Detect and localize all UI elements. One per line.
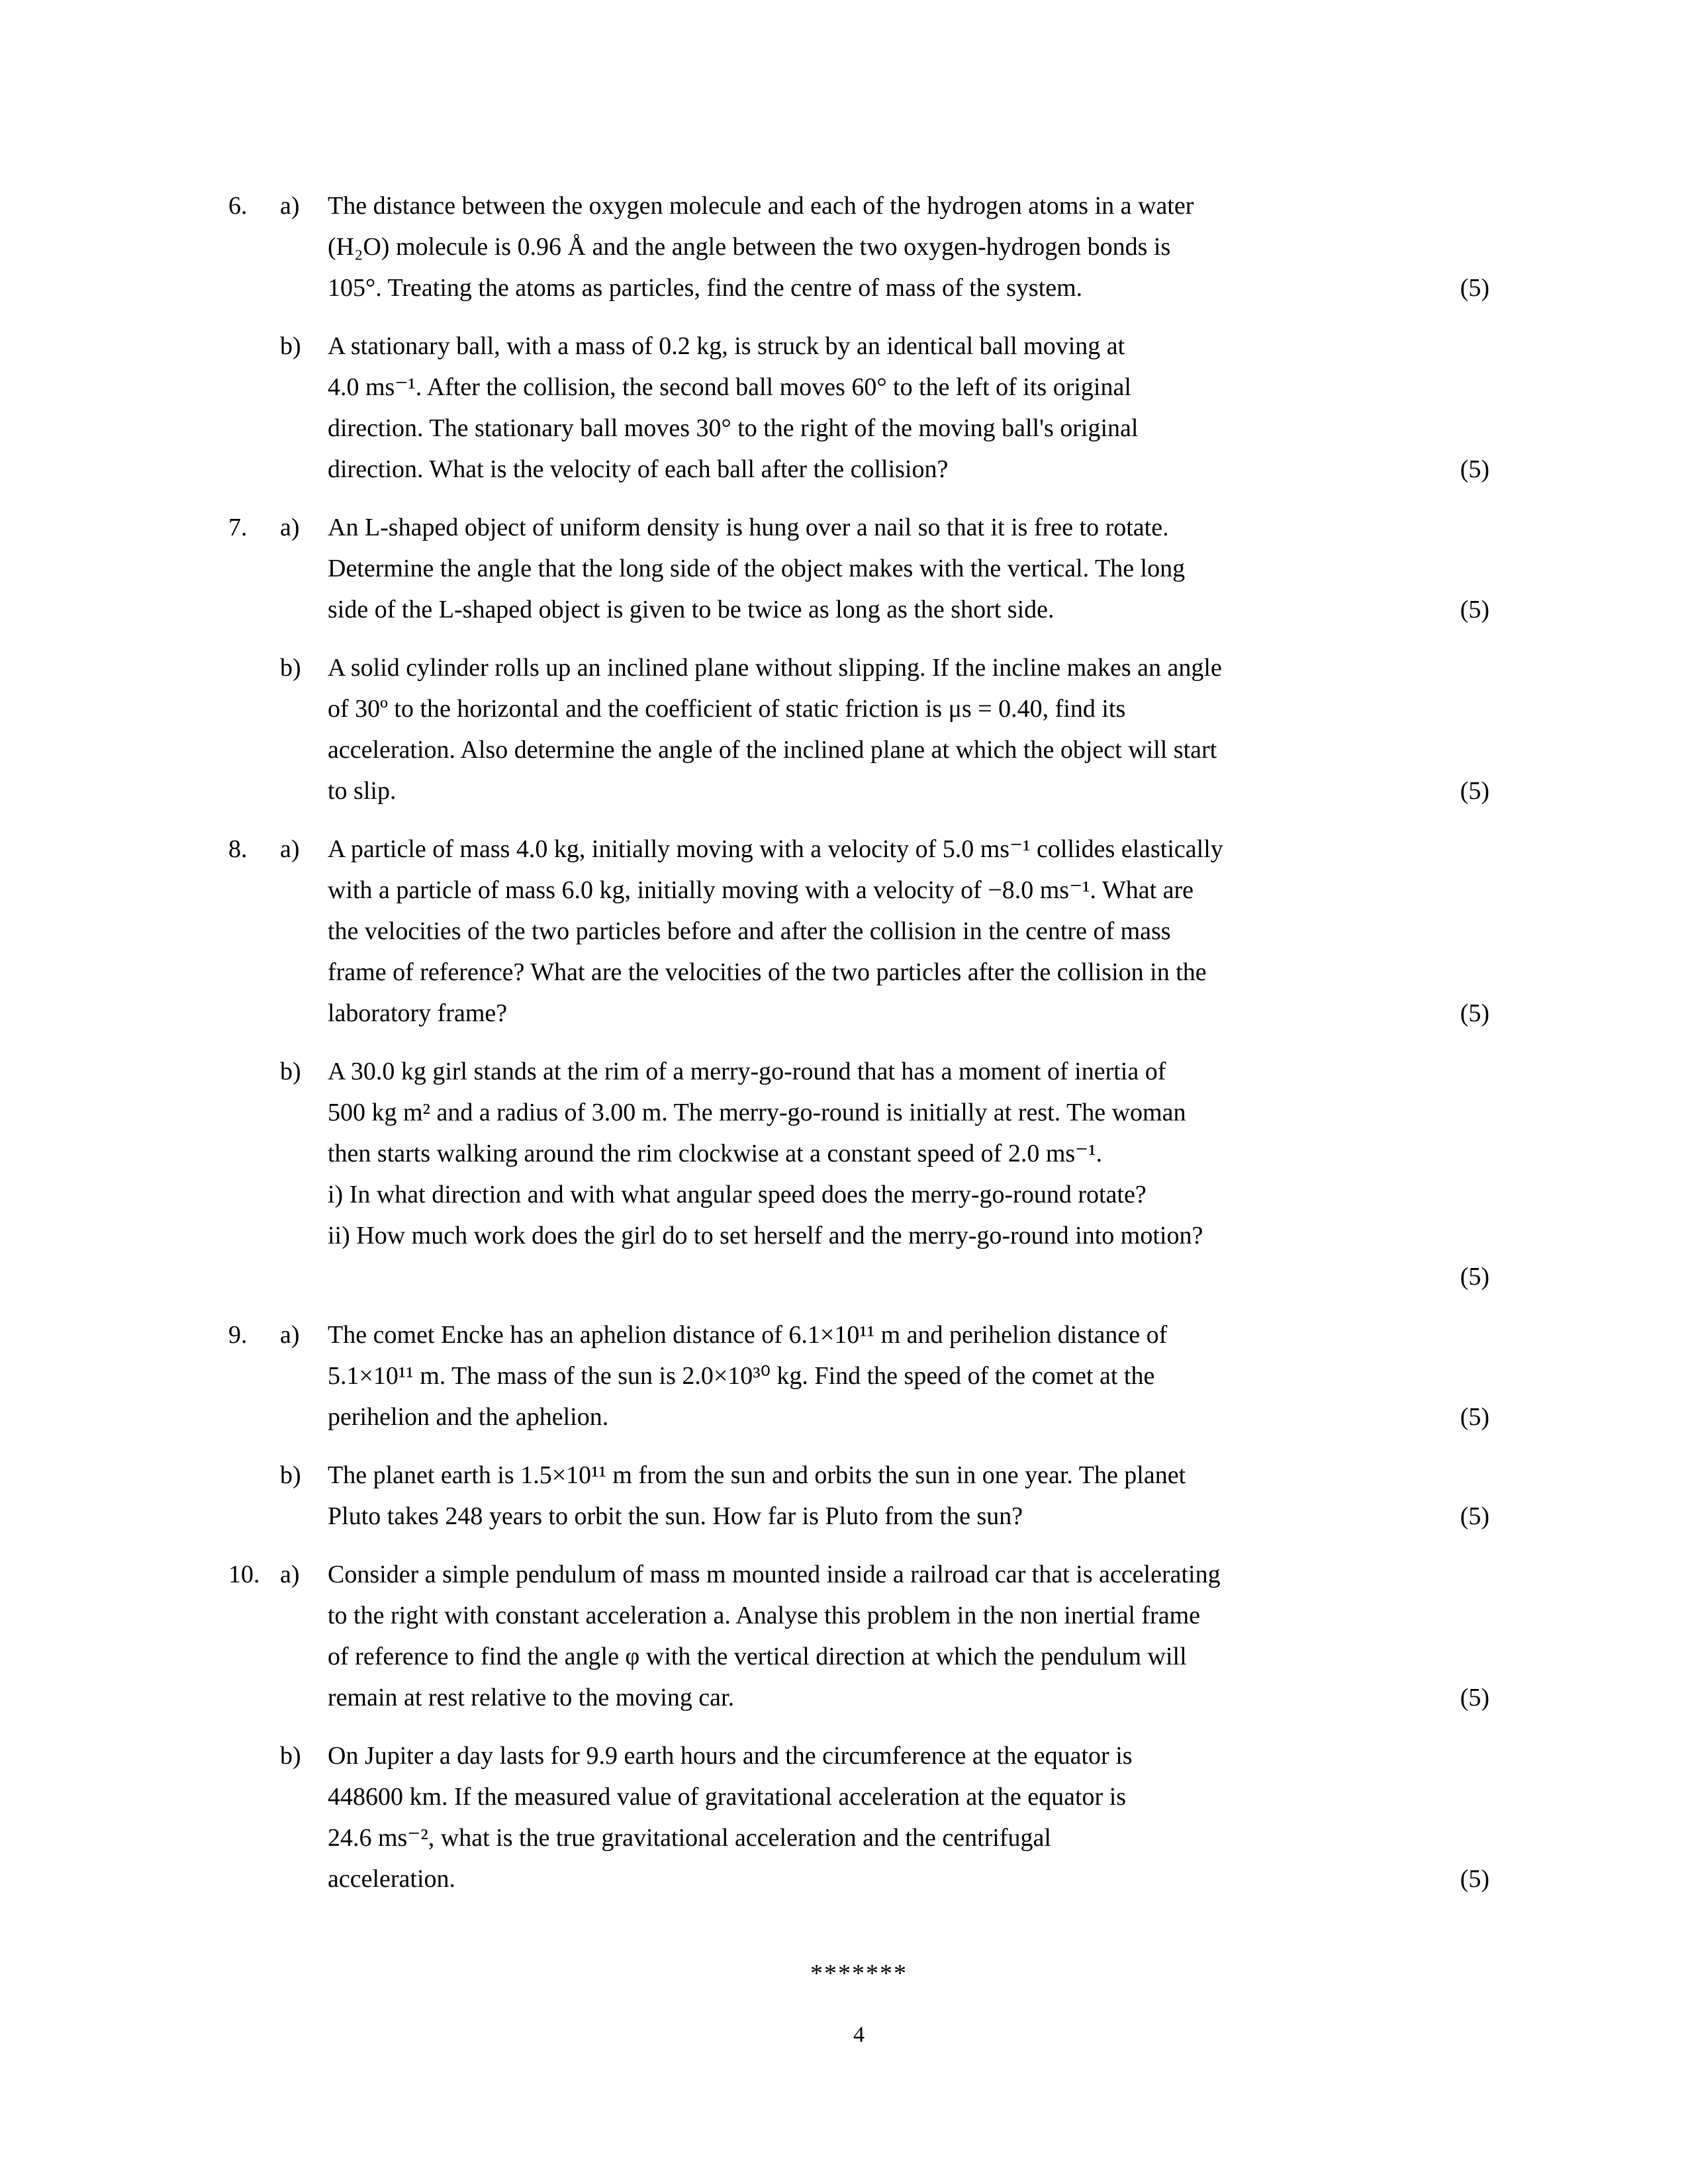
page-number: 4 (853, 2023, 865, 2047)
text-line: frame of reference? What are the velocities of the two particles after the collision in the (328, 958, 1207, 986)
question-list (228, 185, 1489, 1899)
marks-8b: (5) (1460, 1263, 1489, 1291)
text-line: Pluto takes 248 years to orbit the sun. How far is Pluto from the sun? (328, 1502, 1023, 1530)
question-8a (228, 829, 1489, 1034)
text-line: 24.6 ms⁻², what is the true gravitational acceleration and the centrifugal (328, 1824, 1051, 1852)
marks-8a: (5) (1460, 999, 1489, 1027)
question-7b (228, 647, 1489, 811)
question-block-7 (228, 507, 1489, 811)
text-line: 448600 km. If the measured value of gravitational acceleration at the equator is (328, 1783, 1127, 1811)
text-line-with-marks (328, 1396, 1489, 1437)
question-10b (228, 1735, 1489, 1899)
text-line: side of the L-shaped object is given to be twice as long as the short side. (328, 596, 1055, 623)
question-9a (228, 1314, 1489, 1437)
part-label-8a: a) (280, 835, 300, 863)
text-line: (H₂O) molecule is 0.96 Å and the angle between the two oxygen-hydrogen bonds is (328, 233, 1171, 261)
marks-9a: (5) (1460, 1403, 1489, 1431)
question-6a (228, 185, 1489, 308)
text-line: An L-shaped object of uniform density is hung over a nail so that it is free to rotate. (328, 514, 1169, 541)
text-line: to the right with constant acceleration a. Analyse this problem in the non inertial frame (328, 1602, 1200, 1629)
question-number-8: 8. (228, 835, 248, 863)
text-line: The planet earth is 1.5×10¹¹ m from the sun and orbits the sun in one year. The planet (328, 1461, 1186, 1489)
text-line: to slip. (328, 777, 397, 805)
question-number-9: 9. (228, 1321, 248, 1349)
question-8b (228, 1051, 1489, 1297)
question-9a-text (328, 1314, 1489, 1437)
text-line-with-marks (328, 589, 1489, 630)
question-6b-text (328, 326, 1489, 490)
question-9b-text (328, 1455, 1489, 1537)
text-line: then starts walking around the rim clockwise at a constant speed of 2.0 ms⁻¹. (328, 1140, 1103, 1167)
text-line: 500 kg m² and a radius of 3.00 m. The merry-go-round is initially at rest. The woman (328, 1099, 1186, 1126)
text-line: acceleration. Also determine the angle of the inclined plane at which the object will start (328, 736, 1217, 764)
marks-6b: (5) (1460, 455, 1489, 483)
part-label-10b: b) (280, 1742, 301, 1770)
question-number-10: 10. (228, 1561, 260, 1588)
text-line: Consider a simple pendulum of mass m mounted inside a railroad car that is accelerating (328, 1561, 1221, 1588)
text-line: 4.0 ms⁻¹. After the collision, the second ball moves 60° to the left of its original (328, 373, 1131, 401)
part-label-9a: a) (280, 1321, 300, 1349)
question-8b-text (328, 1051, 1489, 1297)
text-line: with a particle of mass 6.0 kg, initially moving with a velocity of −8.0 ms⁻¹. What are (328, 876, 1194, 904)
part-label-7b: b) (280, 654, 301, 682)
question-6b (228, 326, 1489, 490)
text-line-with-marks (328, 449, 1489, 490)
text-line: 105°. Treating the atoms as particles, find the centre of mass of the system. (328, 274, 1083, 302)
text-line: The comet Encke has an aphelion distance of 6.1×10¹¹ m and perihelion distance of (328, 1321, 1168, 1349)
text-line: acceleration. (328, 1865, 456, 1893)
question-block-8 (228, 829, 1489, 1297)
text-line: the velocities of the two particles before and after the collision in the centre of mass (328, 917, 1171, 945)
marks-7b: (5) (1460, 777, 1489, 805)
question-block-10 (228, 1554, 1489, 1899)
text-line: direction. What is the velocity of each ball after the collision? (328, 455, 949, 483)
text-line: of reference to find the angle φ with the vertical direction at which the pendulum will (328, 1643, 1187, 1670)
text-line: perihelion and the aphelion. (328, 1403, 609, 1431)
section-separator: ******* (810, 1960, 908, 1987)
text-line: of 30º to the horizontal and the coefficient of static friction is μs = 0.40, find its (328, 695, 1126, 723)
text-line: direction. The stationary ball moves 30° to the right of the moving ball's original (328, 414, 1139, 442)
question-number-6: 6. (228, 192, 248, 220)
text-line: A particle of mass 4.0 kg, initially moving with a velocity of 5.0 ms⁻¹ collides elastically (328, 835, 1223, 863)
marks-10a: (5) (1460, 1684, 1489, 1711)
marks-9b: (5) (1460, 1502, 1489, 1530)
text-line-with-marks (328, 267, 1489, 308)
question-10a-text (328, 1554, 1489, 1718)
question-8a-text (328, 829, 1489, 1034)
text-line-with-marks (328, 1496, 1489, 1537)
text-line: ii) How much work does the girl do to set herself and the merry-go-round into motion? (328, 1222, 1203, 1250)
question-block-9 (228, 1314, 1489, 1537)
text-line: i) In what direction and with what angular speed does the merry-go-round rotate? (328, 1181, 1147, 1208)
marks-10b: (5) (1460, 1865, 1489, 1893)
question-10b-text (328, 1735, 1489, 1899)
text-line: On Jupiter a day lasts for 9.9 earth hours and the circumference at the equator is (328, 1742, 1133, 1770)
question-6a-text (328, 185, 1489, 308)
part-label-6b: b) (280, 332, 301, 360)
text-line: A 30.0 kg girl stands at the rim of a merry-go-round that has a moment of inertia of (328, 1058, 1166, 1085)
text-line-with-marks (328, 770, 1489, 811)
marks-7a: (5) (1460, 596, 1489, 623)
part-label-9b: b) (280, 1461, 301, 1489)
marks-6a: (5) (1460, 274, 1489, 302)
question-number-7: 7. (228, 514, 248, 541)
text-line: A stationary ball, with a mass of 0.2 kg, is struck by an identical ball moving at (328, 332, 1125, 360)
text-line: remain at rest relative to the moving car. (328, 1684, 735, 1711)
text-line: A solid cylinder rolls up an inclined plane without slipping. If the incline makes an angle (328, 654, 1222, 682)
text-line: The distance between the oxygen molecule and each of the hydrogen atoms in a water (328, 192, 1194, 220)
text-line-with-marks (328, 1677, 1489, 1718)
question-7a-text (328, 507, 1489, 630)
question-block-6 (228, 185, 1489, 490)
text-line: Determine the angle that the long side of the object makes with the vertical. The long (328, 555, 1186, 582)
question-7b-text (328, 647, 1489, 811)
text-line: laboratory frame? (328, 999, 508, 1027)
question-10a (228, 1554, 1489, 1718)
text-line: 5.1×10¹¹ m. The mass of the sun is 2.0×10³⁰ kg. Find the speed of the comet at the (328, 1362, 1155, 1390)
part-label-8b: b) (280, 1058, 301, 1085)
text-line-with-marks (328, 1858, 1489, 1899)
part-label-7a: a) (280, 514, 300, 541)
text-line-with-marks (328, 993, 1489, 1034)
question-9b (228, 1455, 1489, 1537)
part-label-10a: a) (280, 1561, 300, 1588)
part-label-6a: a) (280, 192, 300, 220)
question-7a (228, 507, 1489, 630)
